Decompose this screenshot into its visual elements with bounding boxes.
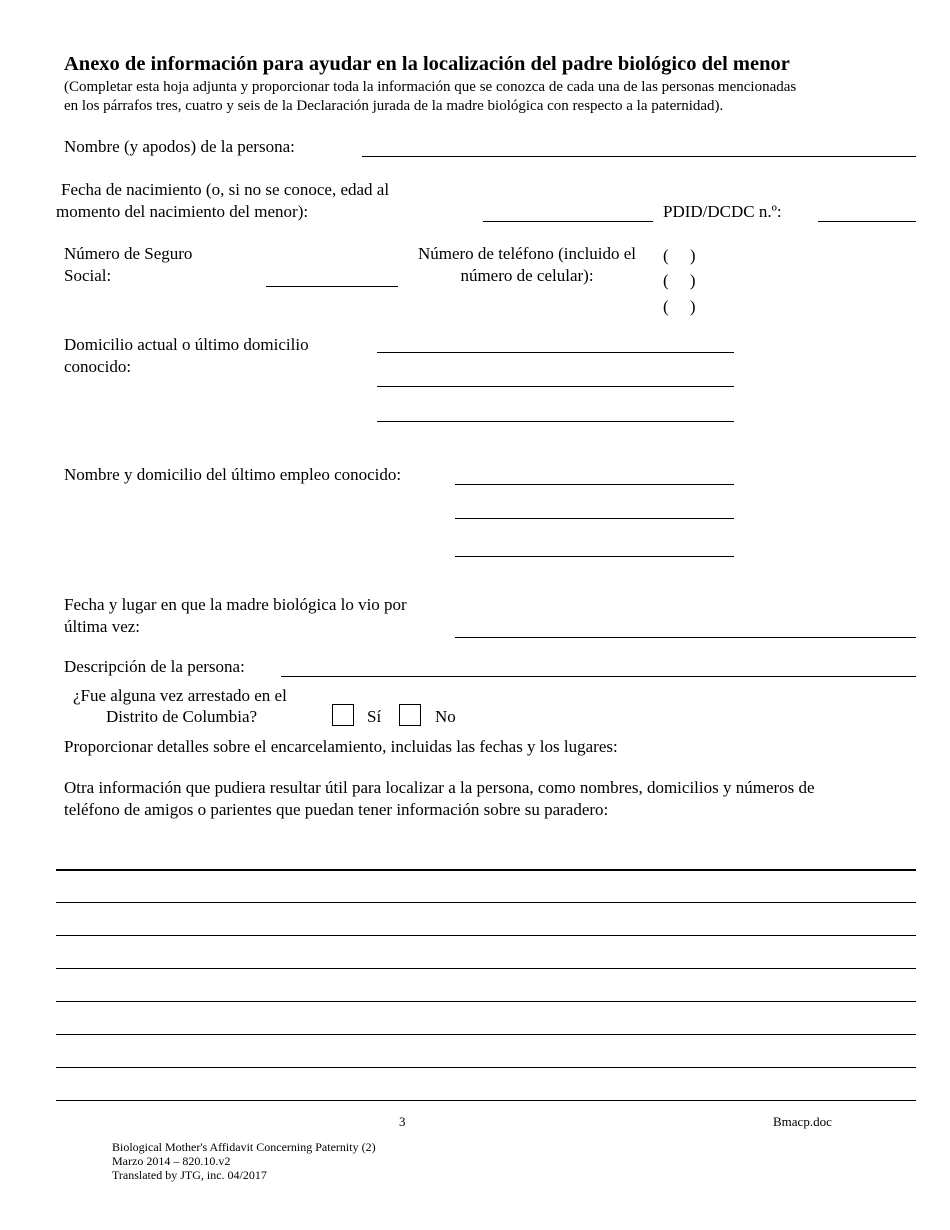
- address-label-line-2: conocido:: [64, 357, 132, 376]
- other-info-label-line-1: Otra información que pudiera resultar útil para localizar a la persona, como nombres, domicilios y números de: [64, 778, 815, 797]
- footer-doc-title: Biological Mother's Affidavit Concerning Paternity (2): [112, 1140, 376, 1154]
- writing-line-3[interactable]: [56, 935, 916, 936]
- arrested-yes-label: Sí: [367, 707, 382, 726]
- dob-label-line-1: Fecha de nacimiento (o, si no se conoce, edad al: [61, 180, 390, 199]
- phone-label-line-1: Número de teléfono (incluido el: [417, 244, 637, 263]
- pdid-label: PDID/DCDC n.º:: [663, 202, 782, 221]
- footer-doc-date: Marzo 2014 – 820.10.v2: [112, 1154, 231, 1168]
- phone-label-line-2: número de celular):: [460, 266, 594, 285]
- writing-line-5[interactable]: [56, 1001, 916, 1002]
- last-seen-label-line-1: Fecha y lugar en que la madre biológica lo vio por: [64, 595, 407, 614]
- writing-line-6[interactable]: [56, 1034, 916, 1035]
- writing-line-4[interactable]: [56, 968, 916, 969]
- instructions-line-1: (Completar esta hoja adjunta y proporcionar toda la información que se conozca de cada una de las personas mencionadas: [64, 79, 797, 95]
- address-field-3[interactable]: [377, 421, 734, 422]
- arrested-label-line-1: ¿Fue alguna vez arrestado en el: [73, 686, 287, 705]
- name-label: Nombre (y apodos) de la persona:: [64, 137, 295, 156]
- ssn-label-line-1: Número de Seguro: [64, 244, 193, 263]
- page-number: 3: [399, 1114, 406, 1129]
- ssn-field[interactable]: [266, 286, 398, 287]
- description-label: Descripción de la persona:: [64, 657, 245, 676]
- writing-line-1[interactable]: [56, 869, 916, 871]
- phone-field-3[interactable]: ( ): [663, 297, 696, 316]
- arrested-no-checkbox[interactable]: [399, 704, 421, 726]
- page-title: Anexo de información para ayudar en la localización del padre biológico del menor: [64, 53, 790, 75]
- employment-field-2[interactable]: [455, 518, 734, 519]
- employment-field-3[interactable]: [455, 556, 734, 557]
- address-field-1[interactable]: [377, 352, 734, 353]
- dob-field[interactable]: [483, 221, 653, 222]
- phone-field-2[interactable]: ( ): [663, 271, 696, 290]
- dob-label-line-2: momento del nacimiento del menor):: [56, 202, 309, 221]
- arrested-yes-checkbox[interactable]: [332, 704, 354, 726]
- footer-filename: Bmacp.doc: [773, 1114, 832, 1129]
- writing-line-8[interactable]: [56, 1100, 916, 1101]
- incarceration-label: Proporcionar detalles sobre el encarcelamiento, incluidas las fechas y los lugares:: [64, 737, 618, 756]
- other-info-label-line-2: teléfono de amigos o parientes que puedan tener información sobre su paradero:: [64, 800, 609, 819]
- writing-line-7[interactable]: [56, 1067, 916, 1068]
- employment-label: Nombre y domicilio del último empleo conocido:: [64, 465, 402, 484]
- arrested-no-label: No: [435, 707, 456, 726]
- arrested-label-line-2: Distrito de Columbia?: [106, 707, 258, 726]
- employment-field-1[interactable]: [455, 484, 734, 485]
- phone-field-1[interactable]: ( ): [663, 246, 696, 265]
- instructions-line-2: en los párrafos tres, cuatro y seis de la Declaración jurada de la madre biológica con respecto a la paternidad).: [64, 98, 724, 114]
- writing-line-2[interactable]: [56, 902, 916, 903]
- address-field-2[interactable]: [377, 386, 734, 387]
- last-seen-field[interactable]: [455, 637, 916, 638]
- description-field[interactable]: [281, 676, 916, 677]
- footer-translated-by: Translated by JTG, inc. 04/2017: [112, 1168, 267, 1182]
- name-field[interactable]: [362, 156, 916, 157]
- pdid-field[interactable]: [818, 221, 916, 222]
- ssn-label-line-2: Social:: [64, 266, 112, 285]
- address-label-line-1: Domicilio actual o último domicilio: [64, 335, 309, 354]
- last-seen-label-line-2: última vez:: [64, 617, 141, 636]
